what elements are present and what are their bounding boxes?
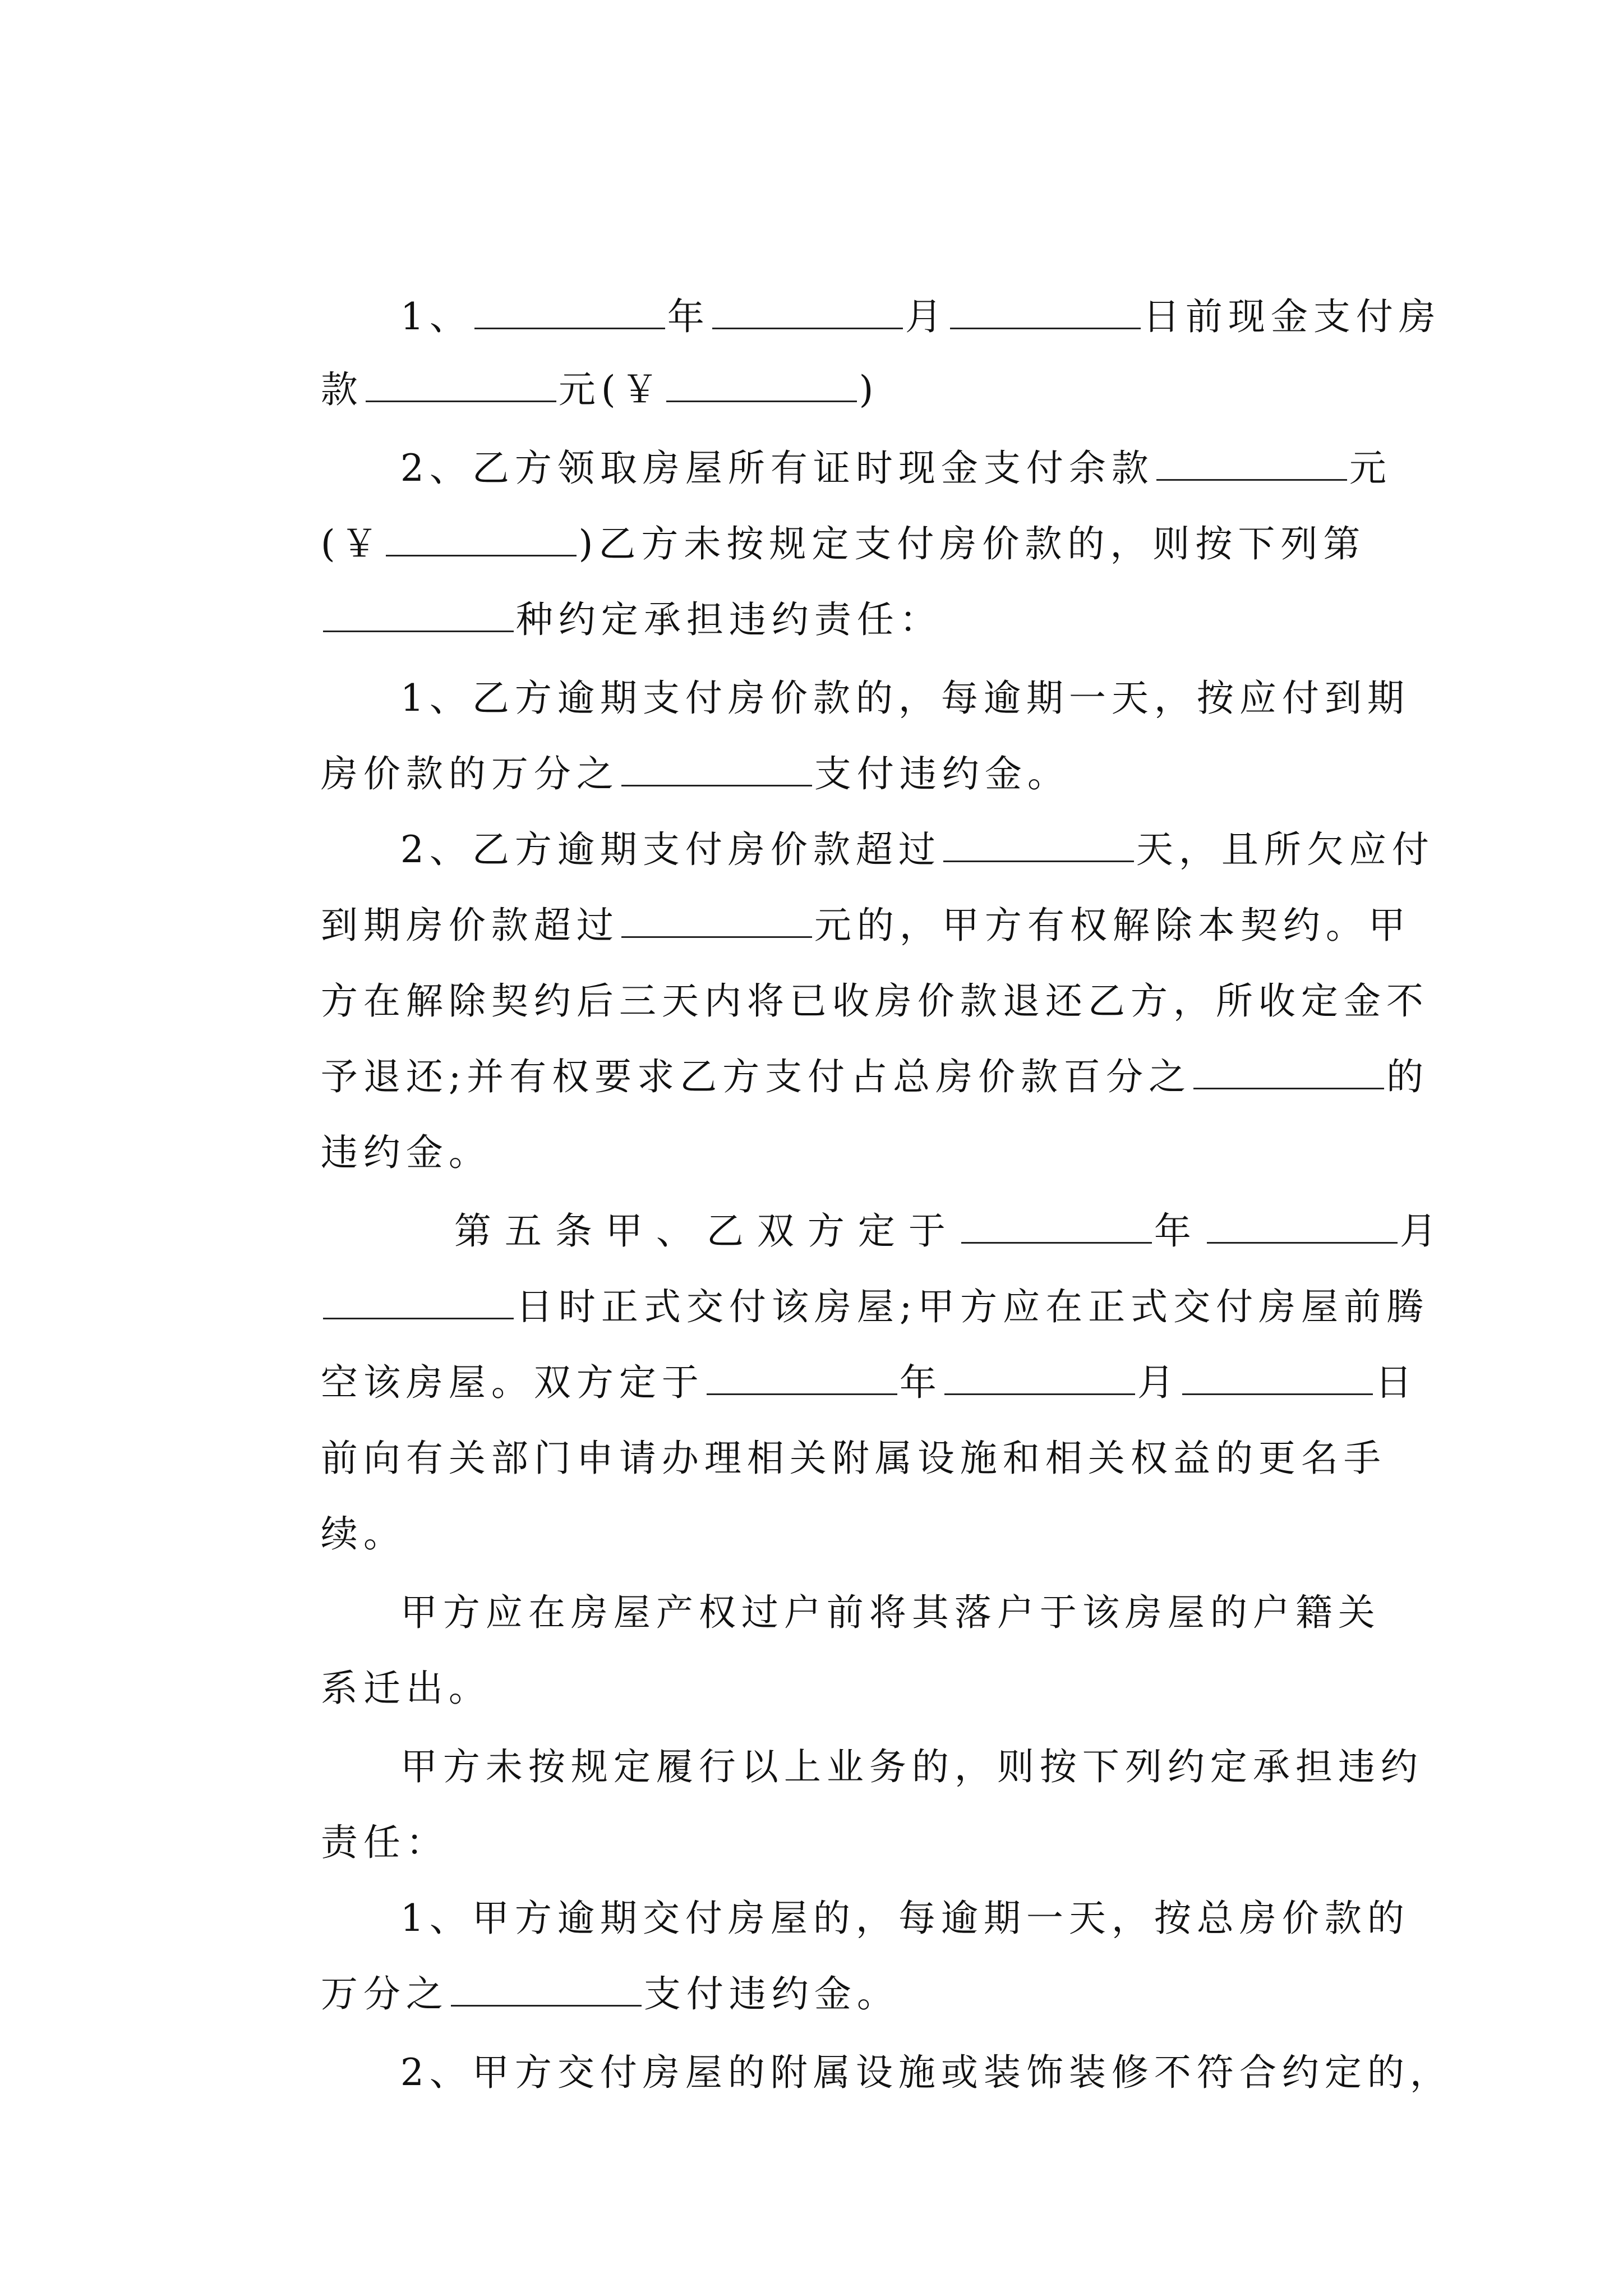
line-text: 到期房价款超过	[320, 904, 619, 947]
line-text: 违约金。	[320, 1131, 491, 1174]
line-text: 2、甲方交付房屋的附属设施或装饰装修不符合约定的，	[400, 2051, 1453, 2094]
text-line	[251, 1273, 1418, 1404]
line-text: 月	[905, 295, 948, 338]
line-text: 日时正式交付该房屋;甲方应在正式交付房屋前腾	[515, 1285, 1430, 1328]
line-text: 月	[1399, 1209, 1450, 1253]
line-text: 年	[1154, 1209, 1205, 1253]
line-text: 元(￥	[558, 368, 664, 411]
line-text: 甲方未按规定履行以上业务的，则按下列约定承担违约	[400, 1745, 1423, 1788]
line-text: 日前现金支付房	[1142, 295, 1441, 338]
text-line	[251, 510, 1378, 641]
line-text: 第五条甲、乙双方定于	[454, 1209, 959, 1253]
line-text: 天，且所欠应付	[1136, 828, 1435, 871]
text-line	[251, 816, 1411, 947]
text-line	[331, 1503, 1458, 1634]
line-text: 万分之	[320, 1972, 449, 2016]
line-text: 支付违约金。	[814, 752, 1070, 795]
line-text: 种约定承担违约责任：	[515, 598, 942, 641]
line-text: 元	[1349, 447, 1392, 490]
line-text: (￥	[320, 522, 384, 565]
line-text: 日	[1375, 1361, 1418, 1404]
text-line	[353, 1122, 1481, 1253]
text-line	[251, 280, 1378, 411]
line-text: 2、乙方逾期支付房价款超过	[400, 828, 941, 871]
line-text: 年	[667, 295, 710, 338]
text-line	[331, 589, 1458, 720]
text-line	[331, 359, 1458, 490]
line-text: 方在解除契约后三天内将已收房价款退还乙方，所收定金不	[320, 979, 1429, 1023]
text-line	[251, 1885, 1378, 2016]
line-text: 月	[1137, 1361, 1180, 1404]
line-text: 元的，甲方有权解除本契约。甲	[814, 904, 1411, 947]
text-line	[251, 1425, 1378, 1556]
text-line	[251, 665, 1378, 795]
text-line	[251, 435, 1378, 565]
line-text: 1、甲方逾期交付房屋的，每逾期一天，按总房价款的	[400, 1897, 1410, 1940]
line-text: 系迁出。	[320, 1667, 491, 1710]
text-line	[251, 1043, 1378, 1174]
text-line	[331, 1963, 1458, 2094]
text-line	[331, 1809, 1458, 1940]
line-text: )	[859, 368, 879, 411]
text-line	[331, 208, 1458, 338]
line-text: 年	[899, 1361, 942, 1404]
line-text: 予退还;并有权要求乙方支付占总房价款百分之	[320, 1055, 1192, 1098]
line-text: 1、	[400, 295, 472, 338]
line-text: 空该房屋。双方定于	[320, 1361, 704, 1404]
line-text: 责任：	[320, 1821, 449, 1864]
text-line	[331, 1658, 1458, 1788]
line-text: 1、乙方逾期支付房价款的，每逾期一天，按应付到期	[400, 677, 1410, 720]
line-text: 房价款的万分之	[320, 752, 619, 795]
text-line	[331, 740, 1458, 871]
line-text: 的	[1386, 1055, 1430, 1098]
text-line	[251, 1733, 1378, 1864]
line-text: 支付违约金。	[643, 1972, 900, 2016]
text-line	[251, 1579, 1378, 1710]
line-text: 2、乙方领取房屋所有证时现金支付余款	[400, 447, 1154, 490]
text-line	[251, 892, 1429, 1023]
text-line	[251, 1198, 1430, 1328]
line-text: 前向有关部门申请办理相关附属设施和相关权益的更名手	[320, 1437, 1386, 1480]
line-text: 续。	[320, 1512, 406, 1556]
text-line	[251, 1349, 1386, 1480]
text-line	[251, 968, 1430, 1098]
line-text: 款	[320, 368, 363, 411]
line-text: )乙方未按规定支付房价款的，则按下列第	[578, 522, 1366, 565]
line-text: 甲方应在房屋产权过户前将其落户于该房屋的户籍关	[400, 1591, 1381, 1634]
